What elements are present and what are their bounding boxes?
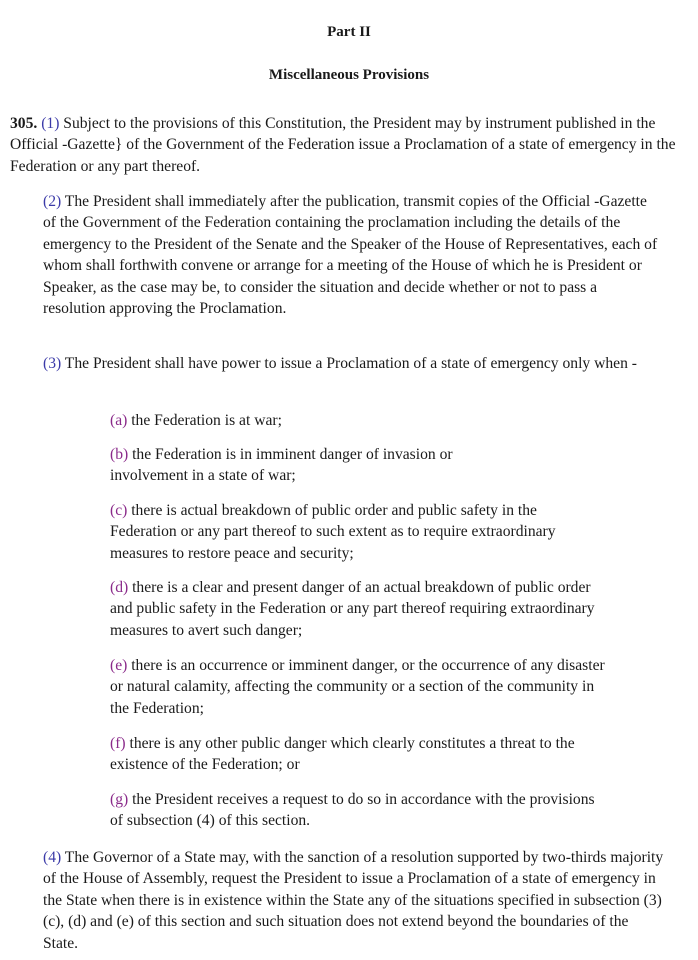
clause-3: [43, 353, 643, 374]
clause-number: (4): [43, 849, 62, 866]
subclause-letter: (b): [110, 446, 129, 463]
clause-number: (1): [41, 115, 60, 132]
subclause-letter: (c): [110, 502, 128, 519]
subclause-text: there is a clear and present danger of an actual breakdown of public order and public safety in the Federation or any part thereof requiring extraordinary measures to avert such danger;: [110, 579, 595, 639]
subclause-letter: (g): [110, 791, 129, 808]
clause-2: [43, 191, 661, 319]
clause-number: (3): [43, 355, 62, 372]
subclause-letter: (e): [110, 657, 128, 674]
subclause-letter: (a): [110, 412, 128, 429]
subclause-c: [110, 500, 588, 564]
subclause-f: [110, 733, 580, 776]
clause-text: The Governor of a State may, with the sanction of a resolution supported by two-thirds majority of the House of Assembly, request the President to issue a Proclamation of a state of emergency in the State when there is in existence within the State any of the situations specified in subsection (3) (c), (d) and (e) of this section and such situation does not extend beyond the boundaries of the State.: [43, 849, 664, 952]
subclause-a: [110, 410, 600, 431]
clause-number: (2): [43, 193, 62, 210]
subclause-letter: (d): [110, 579, 129, 596]
clause-text: The President shall immediately after the publication, transmit copies of the Official -Gazette of the Government of the Federation containing the proclamation including the details of the emergency to the President of the Senate and the Speaker of the House of Representatives, each of whom shall forthwith convene or arrange for a meeting of the House of which he is President or Speaker, as the case may be, to consider the situation and decide whether or not to pass a resolution approving the Proclamation.: [43, 193, 658, 318]
subclause-text: there is actual breakdown of public order and public safety in the Federation or any part thereof to such extent as to require extraordinary measures to restore peace and security;: [110, 502, 556, 562]
subclause-text: the Federation is at war;: [127, 412, 282, 429]
subclause-b: [110, 444, 522, 487]
subclause-g: [110, 789, 610, 832]
section-number: 305.: [10, 115, 38, 132]
subclause-text: the Federation is in imminent danger of invasion or involvement in a state of war;: [110, 446, 453, 485]
clause-1: [10, 113, 682, 177]
clause-4: [43, 847, 665, 954]
section-title: Miscellaneous Provisions: [268, 67, 430, 83]
subclause-d: [110, 577, 598, 641]
clause-text: Subject to the provisions of this Constitution, the President may by instrument published in the Official -Gazette} of the Government of the Federation issue a Proclamation of a state of emergency in the Federation or any part thereof.: [10, 115, 676, 175]
part-title: Part II: [327, 24, 371, 40]
subclause-e: [110, 655, 610, 719]
subclause-text: the President receives a request to do so in accordance with the provisions of subsection (4) of this section.: [110, 791, 595, 830]
subclause-letter: (f): [110, 735, 126, 752]
subclause-text: there is an occurrence or imminent danger, or the occurrence of any disaster or natural calamity, affecting the community or a section of the community in the Federation;: [110, 657, 605, 717]
clause-text: The President shall have power to issue a Proclamation of a state of emergency only when -: [61, 355, 637, 372]
subclause-text: there is any other public danger which clearly constitutes a threat to the existence of the Federation; or: [110, 735, 575, 774]
